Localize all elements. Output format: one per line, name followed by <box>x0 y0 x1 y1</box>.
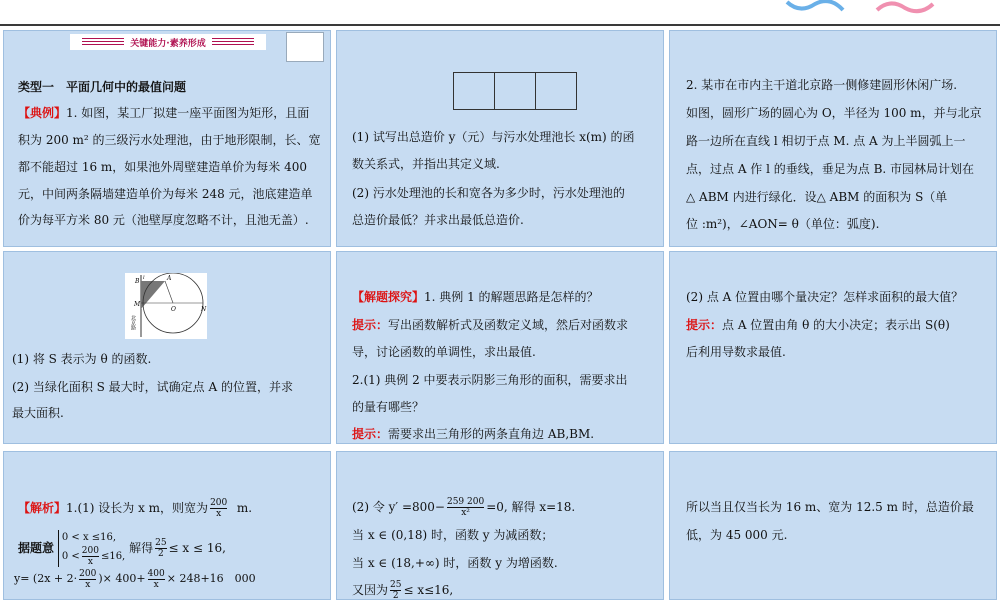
example-line-3: 都不能超过 16 m，如果池外周壁建造单价为每米 400 <box>18 160 307 174</box>
section-title: 类型一 平面几何中的最值问题 <box>18 80 187 94</box>
increasing-line: 当 x ∈ (18,+∞) 时，函数 y 为增函数. <box>352 556 558 570</box>
pink-wave-decoration <box>875 0 935 14</box>
decreasing-line: 当 x ∈ (0,18) 时，函数 y 为减函数； <box>352 528 554 542</box>
fig-road-label: 北京路 <box>130 315 136 330</box>
case-brace: 0 < x ≤16, 0 < $\frac{200}{x}$ ≤16, <box>58 530 125 567</box>
hint-line-a: 提示：点 A 位置由角 θ 的大小决定；表示出 S(θ) <box>686 318 950 332</box>
fig-label-l: l <box>143 275 145 281</box>
part-1-question: (1) 将 S 表示为 θ 的函数. <box>12 352 152 366</box>
explore-hint-1a: 提示：写出函数解析式及函数定义域，然后对函数求 <box>352 318 629 332</box>
fig-label-o: O <box>171 306 176 313</box>
part-2-question-a: (2) 当绿化面积 S 最大时，试确定点 A 的位置，并求 <box>12 380 293 394</box>
section-banner: 关键能力·素养形成 <box>70 34 266 50</box>
explore-hint-2: 提示：需要求出三角形的两条直角边 AB,BM. <box>352 427 595 441</box>
example2-line-6: 位 :m²)，∠AON= θ（单位：弧度). <box>686 217 880 231</box>
explore-question-2a: 2.(1) 典例 2 中要表示阴影三角形的面积，需要求出 <box>352 373 628 387</box>
explore-question: 【解题探究】1. 典例 1 的解题思路是怎样的？ <box>352 290 599 304</box>
fig-label-b: B <box>135 278 140 285</box>
question-1-line-a: (1) 试写出总造价 y（元）与污水处理池长 x(m) 的函 <box>352 130 635 144</box>
conclusion-line-1: 所以当且仅当长为 16 m、宽为 12.5 m 时，总造价最 <box>686 500 974 514</box>
note-thumbnail <box>286 32 324 62</box>
top-bar <box>0 0 1000 26</box>
example-line-1: 【典例】1. 如图，某工厂拟建一座平面图为矩形，且面 <box>18 106 310 120</box>
pool-diagram <box>453 72 577 110</box>
question-2-line-b: 总造价最低？并求出最低总造价. <box>352 213 524 227</box>
fig-label-m: M <box>134 301 141 308</box>
blue-wave-decoration <box>785 0 845 14</box>
example2-line-1: 2. 某市在市内主干道北京路一侧修建圆形休闲广场. <box>686 78 958 92</box>
circle-plaza-figure <box>125 273 207 339</box>
explore-hint-1b: 导，讨论函数的单调性，求出最值. <box>352 345 536 359</box>
question-1-line-b: 数关系式，并指出其定义域. <box>352 157 500 171</box>
fig-label-n: N <box>201 306 207 313</box>
derivative-line: (2) 令 y′ =800− $\frac{259 200}{\text{x²}}$ =0, 解得 x=18. <box>352 497 576 518</box>
example2-line-4: 点，过点 A 作 l 的垂线，垂足为点 B. 市园林局计划在 <box>686 162 975 176</box>
example-line-2: 积为 200 m² 的三级污水处理池，由于地形限制，长、宽 <box>18 133 321 147</box>
conclusion-line-2: 低，为 45 000 元. <box>686 528 788 542</box>
solution-line-3: y= (2x + 2· $\frac{200}{x}$ )× 400+ $\frac{400}{x}$ × 248+16 000 <box>14 568 256 590</box>
example-line-4: 元，中间两条隔墙建造单价为每米 248 元，池底建造单 <box>18 187 313 201</box>
example-line-5: 价为每平方米 80 元（池壁厚度忽略不计，且池无盖）. <box>18 213 309 227</box>
solution-line-2: 据题意 0 < x ≤16, 0 < $\frac{200}{x}$ ≤16, 解得 $\frac{25}{2}$ ≤ x ≤ 16, <box>18 532 226 567</box>
example2-line-3: 路一边所在直线 l 相切于点 M. 点 A 为上半圆弧上一 <box>686 134 966 148</box>
fraction-200-over-x: $\frac{200}{x}$ <box>210 498 228 519</box>
fig-label-a: A <box>167 275 172 282</box>
range-line: 又因为 $\frac{25}{2}$ ≤ x≤16, <box>352 580 454 601</box>
question-2-line-a: (2) 污水处理池的长和宽各为多少时，污水处理池的 <box>352 186 625 200</box>
hint-line-b: 后利用导数求最值. <box>686 345 786 359</box>
explore-question-2b: 的量有哪些？ <box>352 400 425 414</box>
example2-line-2: 如图，圆形广场的圆心为 O，半径为 100 m，并与北京 <box>686 106 982 120</box>
solution-line-1: 【解析】1.(1) 设长为 x m，则宽为 $\frac{200}{x}$ m. <box>18 498 253 519</box>
question-2-text: (2) 点 A 位置由哪个量决定？怎样求面积的最大值？ <box>686 290 964 304</box>
part-2-question-b: 最大面积. <box>12 406 64 420</box>
example2-line-5: △ ABM 内进行绿化．设△ ABM 的面积为 S（单 <box>686 190 948 204</box>
